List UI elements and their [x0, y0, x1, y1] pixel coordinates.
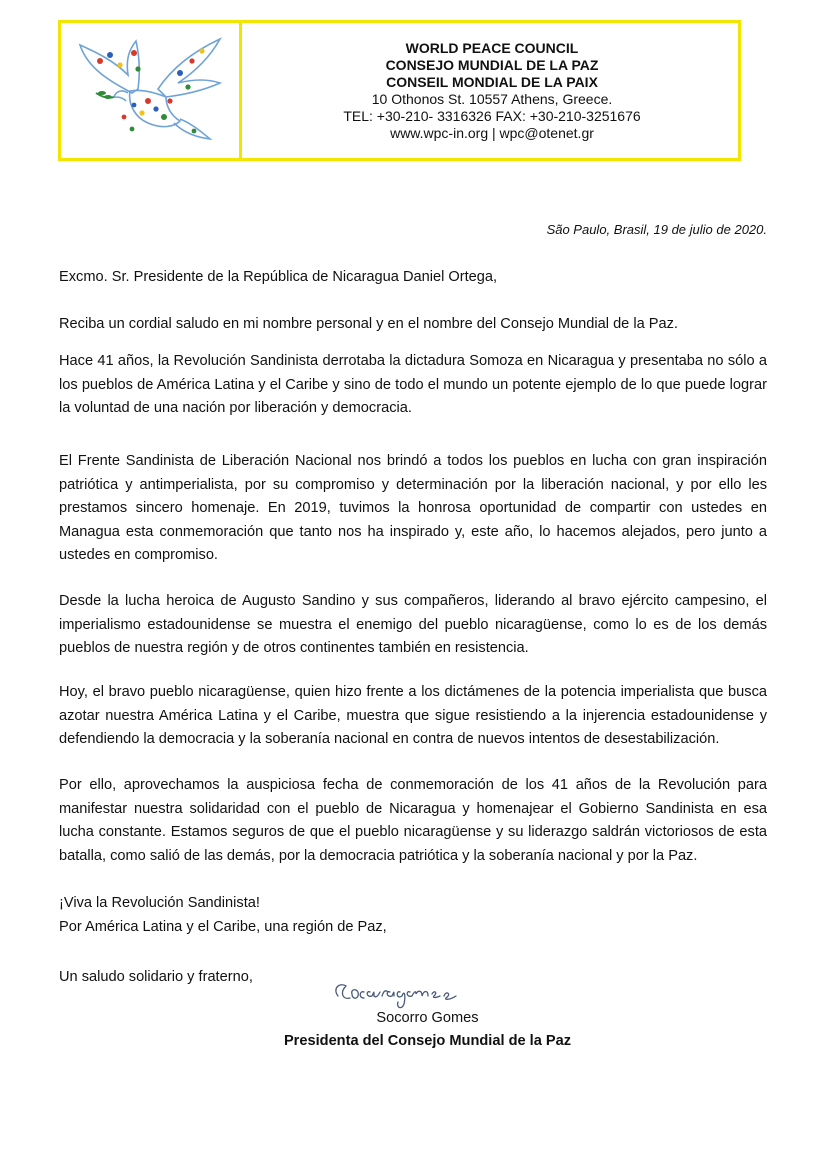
paragraph-2: Hace 41 años, la Revolución Sandinista derrotaba la dictadura Somoza en Nicaragua y presentaba no sólo a los pueblos de América Latina y el Caribe y sino de todo el mundo un potente ejemplo de lo que puede lograr la voluntad de una nación por liberación y democracia.: [59, 353, 767, 416]
org-name-es: CONSEJO MUNDIAL DE LA PAZ: [385, 56, 599, 73]
org-info: [242, 23, 738, 158]
org-address: 10 Othonos St. 10557 Athens, Greece.: [371, 90, 613, 107]
org-name-en: WORLD PEACE COUNCIL: [405, 39, 579, 56]
signer-title: Presidenta del Consejo Mundial de la Paz: [283, 1033, 572, 1049]
logo-cell: [61, 23, 242, 158]
salutation: Excmo. Sr. Presidente de la República de Nicaragua Daniel Ortega,: [59, 269, 498, 285]
closing-line-2: Por América Latina y el Caribe, una región de Paz,: [59, 918, 387, 935]
paragraph-6: Por ello, aprovechamos la auspiciosa fecha de conmemoración de los 41 años de la Revolución para manifestar nuestra solidaridad con el pueblo de Nicaragua y homenajear el Gobierno Sandinista en esa lucha constante. Estamos seguros de que el pueblo nicaragüense y su liderazgo saldrán victoriosos de esta batalla, como salió de las demás, por la democracia patriótica y la soberanía nacional y por la Paz.: [59, 777, 767, 864]
org-web-email: www.wpc-in.org | wpc@otenet.gr: [390, 124, 594, 141]
paragraph-1: Reciba un cordial saludo en mi nombre personal y en el nombre del Consejo Mundial de la Paz.: [59, 316, 678, 332]
org-phone-fax: TEL: +30-210- 3316326 FAX: +30-210-3251676: [343, 107, 641, 124]
paragraph-5: Hoy, el bravo pueblo nicaragüense, quien hizo frente a los dictámenes de la potencia imperialista que busca azotar nuestra América Latina y el Caribe, muestra que sigue resistiendo a la injerencia estadounidense y defendiendo la democracia y la soberanía nacional en contra de nuevos intentos de desestabilización.: [59, 684, 767, 747]
org-name-fr: CONSEIL MONDIAL DE LA PAIX: [386, 73, 598, 90]
farewell: Un saludo solidario y fraterno,: [59, 969, 253, 985]
handwritten-signature: [330, 974, 505, 1014]
letterhead: [58, 20, 741, 161]
closing-line-1: ¡Viva la Revolución Sandinista!: [59, 895, 260, 911]
closing: [59, 892, 767, 939]
paragraph-3: El Frente Sandinista de Liberación Nacional nos brindó a todos los pueblos en lucha con gran inspiración patriótica y antimperialista, por su compromiso y determinación por la liberación nacional, y por ello les prestamos sincero homenaje. En 2019, tuvimos la honrosa oportunidad de compartir con ustedes en Managua esta conmemoración que tanto nos ha inspirado y, este año, lo hacemos alejados, pero junto a ustedes en compromiso.: [59, 453, 767, 563]
dove-of-peace-logo: [70, 31, 230, 151]
paragraph-4: Desde la lucha heroica de Augusto Sandino y sus compañeros, liderando al bravo ejército campesino, el imperialismo estadounidense se muestra el enemigo del pueblo nicaragüense, como lo es de los demás pueblos de nuestra región y de otros continentes también en resistencia.: [59, 593, 767, 656]
signer-name: Socorro Gomes: [376, 1010, 479, 1026]
date-line: São Paulo, Brasil, 19 de julio de 2020.: [546, 222, 767, 237]
